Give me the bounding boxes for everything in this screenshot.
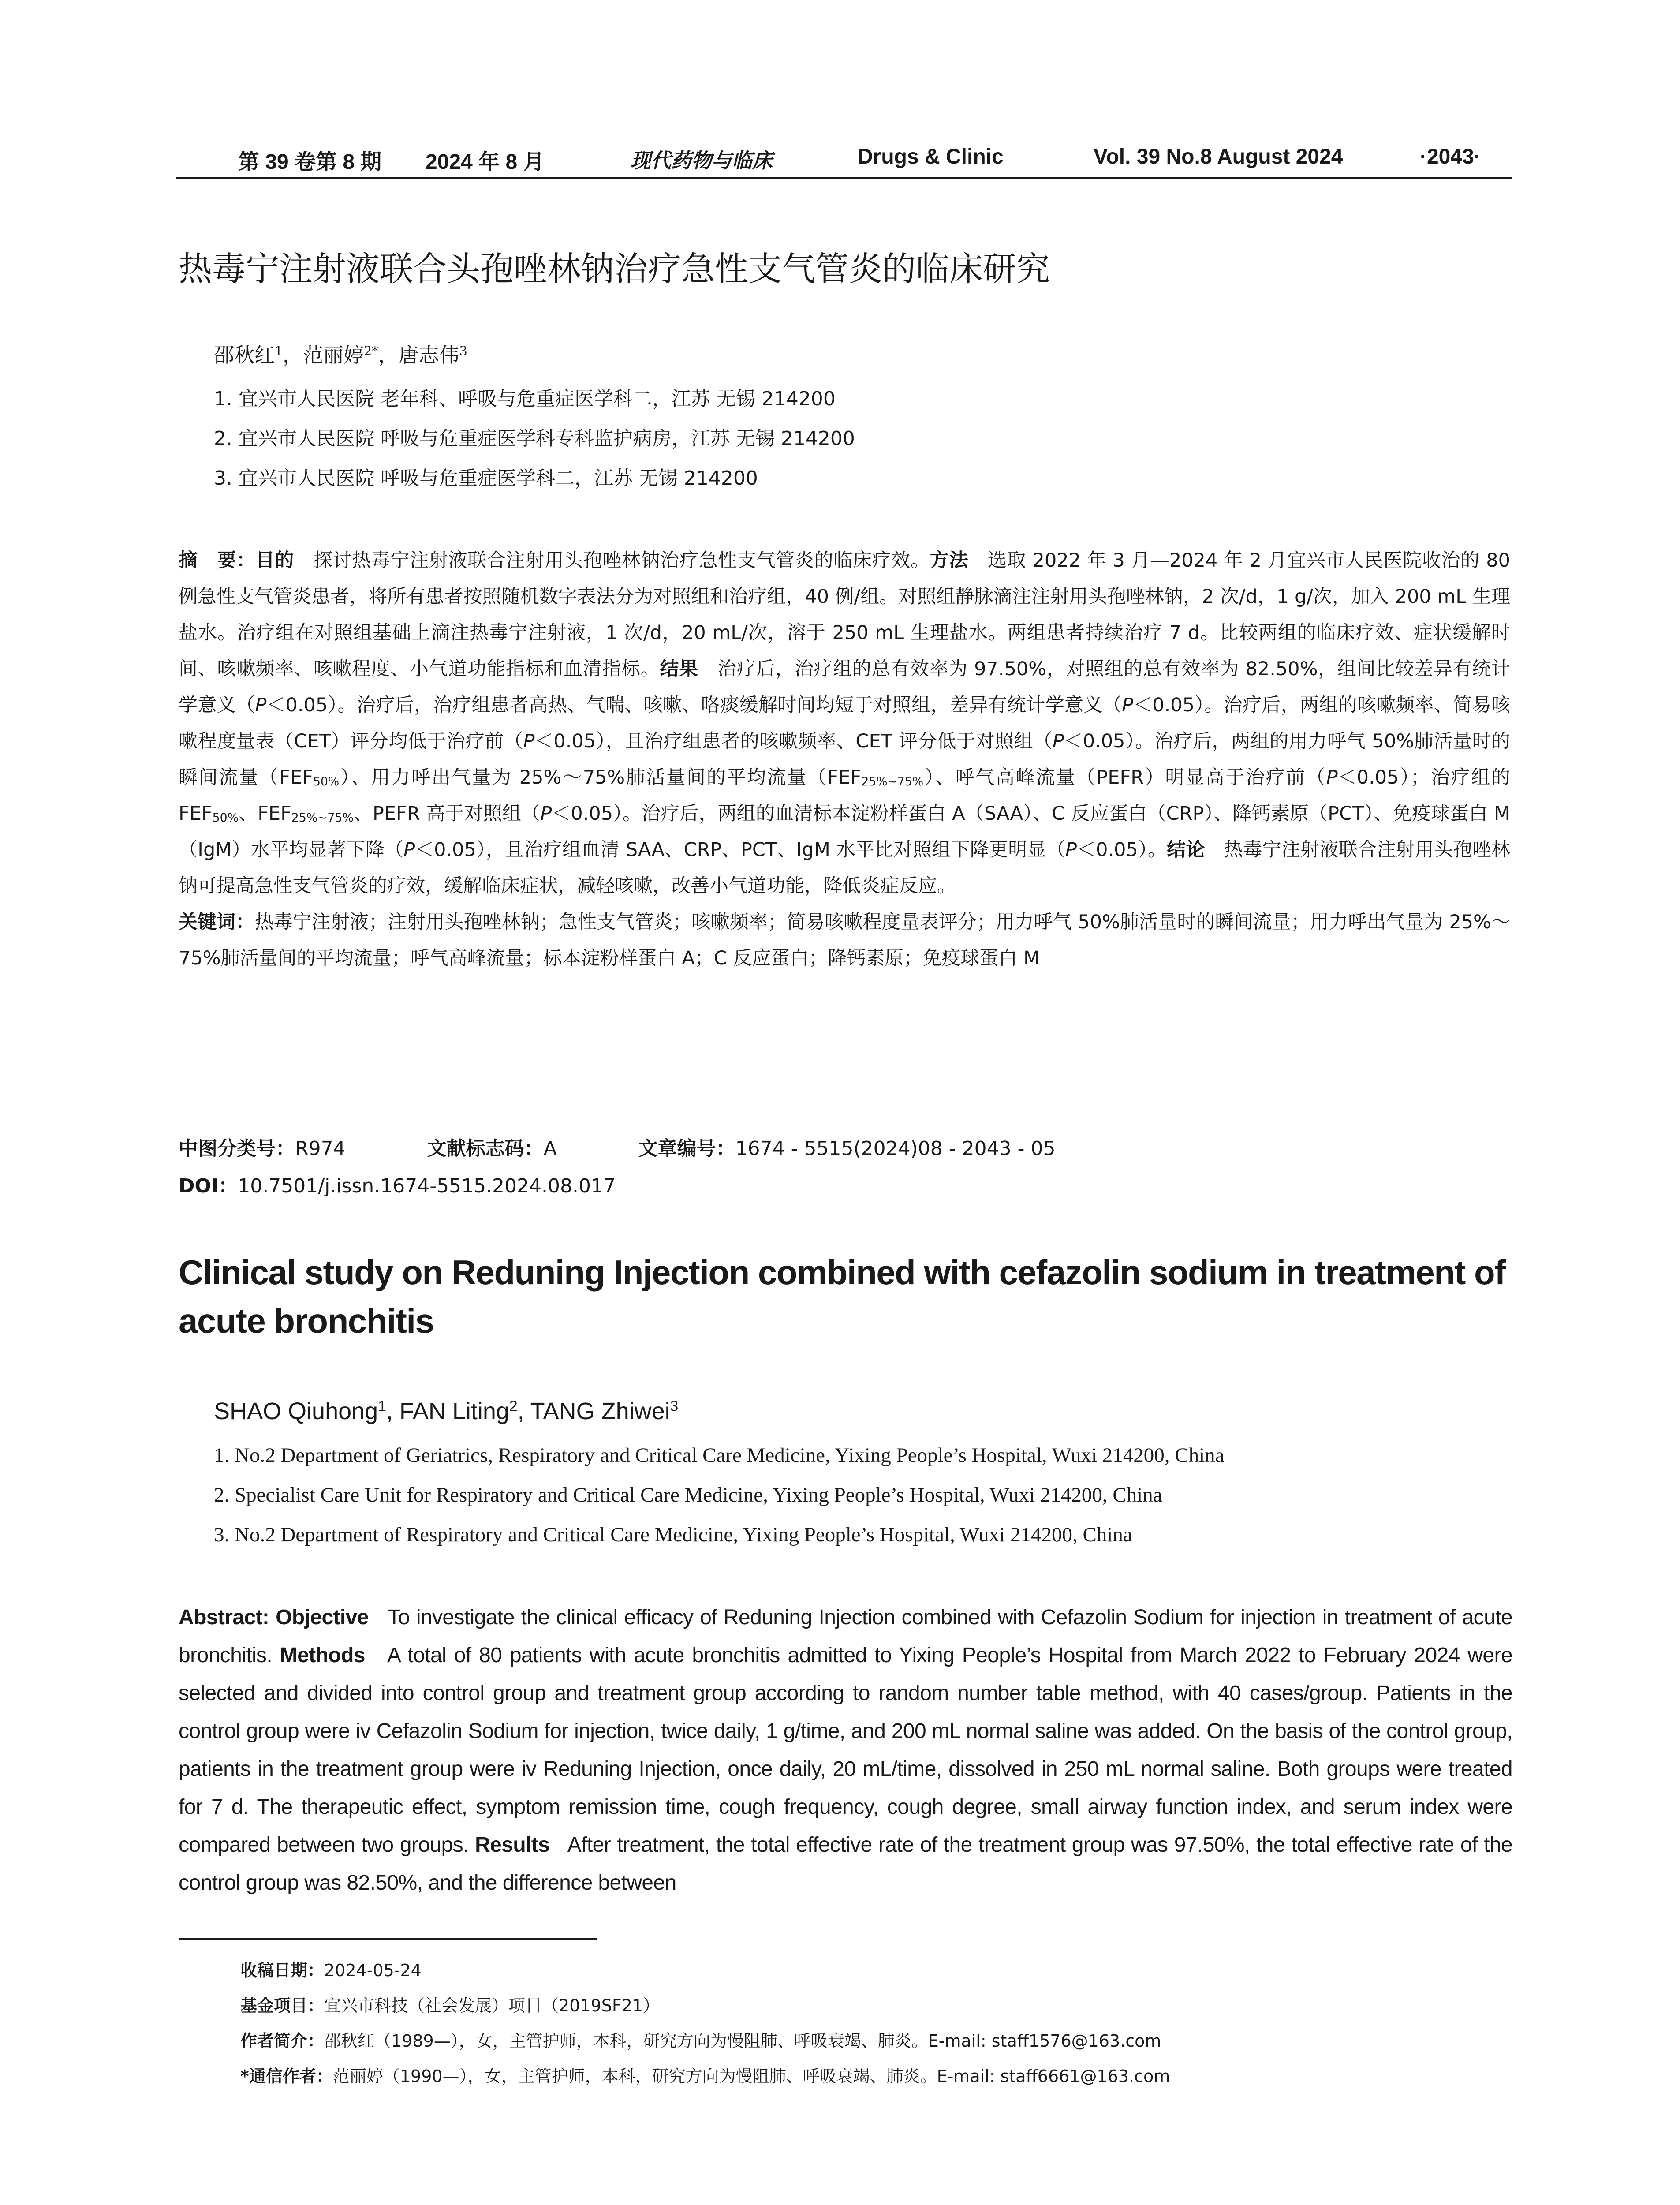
authors-en: SHAO Qiuhong$^1$, FAN Liting$^2$, TANG Zhiwei$^3$ — [214, 1398, 679, 1424]
title-en: Clinical study on Reduning Injection combined with cefazolin sodium in treatment of acute bronchitis — [179, 1253, 1505, 1340]
keywords: 热毒宁注射液；注射用头孢唑林钠；急性支气管炎；咳嗽频率；简易咳嗽程度量表评分；用力呼气 50%肺活量时的瞬间流量；用力呼出气量为 25%～75%肺活量间的平均流量；呼气高峰流量；标本淀粉样蛋白 A；C 反应蛋白；降钙素原；免疫球蛋白 M — [179, 911, 1511, 969]
header-volume-cn: 第 39 卷第 8 期 — [238, 150, 382, 174]
results-label: 结果 — [660, 658, 698, 680]
abstract-en: Abstract: Objective To investigate the clinical efficacy of Reduning Injection combined with Cefazolin Sodium for injection in treatment of acute bronchitis. Methods A total of 80 patients with acute bronchitis admitted to Yixing People’s Hospital from March 2022 to February 2024 were selected and divided into control group and treatment group according to random number table method, with 40 cases/group. Patients in the control group were iv Cefazolin Sodium for injection, twice daily, 1 g/time, and 200 mL normal saline was added. On the basis of the control group, patients in the treatment group were iv Reduning Injection, once daily, 20 mL/time, dissolved in 250 mL normal saline. Both groups were treated for 7 d. The therapeutic effect, symptom remission time, cough frequency, cough degree, small airway function index, and serum index were compared between two groups. Results After treatment, the total effective rate of the treatment group was 97.50%, the total effective rate of the control group was 82.50%, and the difference between — [179, 1606, 1512, 1895]
author-mark: 2* — [364, 344, 378, 359]
author-name: TANG Zhiwei — [530, 1398, 670, 1424]
doi-link[interactable]: 10.7501/j.issn.1674-5515.2024.08.017 — [238, 1175, 616, 1197]
conclusion-label: 结论 — [1167, 839, 1205, 861]
header-date-cn: 2024 年 8 月 — [426, 150, 545, 174]
document-code: A — [543, 1137, 557, 1160]
footnote-funding: 基金项目：宜兴市科技（社会发展）项目（2019SF21） — [240, 1996, 660, 2015]
affiliation-en: 3. No.2 Department of Respiratory and Critical Care Medicine, Yixing People’s Hospital, Wuxi 214200, China — [214, 1523, 1132, 1546]
objective-label: Objective — [276, 1606, 369, 1629]
header-page-number: ·2043· — [1420, 145, 1481, 168]
affiliation-en: 2. Specialist Care Unit for Respiratory and Critical Care Medicine, Yixing People’s Hospital, Wuxi 214200, China — [214, 1484, 1162, 1506]
footnote-author-bio: 作者简介：邵秋红（1989—），女，主管护师，本科，研究方向为慢阻肺、呼吸衰竭、肺炎。E-mail: staff1576@163.com — [240, 2031, 1161, 2051]
objective-label: 目的 — [255, 549, 295, 572]
author-name: FAN Liting — [399, 1398, 509, 1424]
footnote-rule — [179, 1938, 597, 1940]
classification-line: 中图分类号：R974 文献标志码：A 文章编号：1674 - 5515(2024)08 - 2043 - 05 — [179, 1137, 1056, 1160]
doi-line: DOI：10.7501/j.issn.1674-5515.2024.08.017 — [179, 1175, 616, 1197]
running-header — [176, 140, 1512, 176]
article-number: 1674 - 5515(2024)08 - 2043 - 05 — [735, 1137, 1056, 1160]
header-volume-en: Vol. 39 No.8 August 2024 — [1094, 145, 1343, 168]
header-journal-cn: 现代药物与临床 — [631, 149, 773, 172]
authors-cn: 邵秋红$^1$，范丽婷$^{2*}$，唐志伟$^3$ — [214, 343, 467, 367]
footnote-corresponding-author: *通信作者：范丽婷（1990—），女，主管护师，本科，研究方向为慢阻肺、呼吸衰竭、肺炎。E-mail: staff6661@163.com — [240, 2067, 1170, 2086]
methods-label: Methods — [280, 1644, 365, 1667]
footnote-received: 收稿日期：2024-05-24 — [240, 1961, 422, 1980]
header-rule — [176, 177, 1512, 179]
author-name: 邵秋红 — [214, 343, 275, 367]
affiliation-en: 1. No.2 Department of Geriatrics, Respiratory and Critical Care Medicine, Yixing People’s Hospital, Wuxi 214200, China — [214, 1444, 1225, 1467]
author-name: 唐志伟 — [398, 343, 459, 367]
abstract-label: 摘 要： — [179, 549, 256, 572]
clc-number: R974 — [295, 1137, 346, 1160]
affiliation-cn: 3. 宜兴市人民医院 呼吸与危重症医学科二，江苏 无锡 214200 — [214, 467, 758, 490]
header-journal-en: Drugs & Clinic — [858, 145, 1004, 168]
methods-label: 方法 — [930, 549, 969, 572]
abstract-cn: 摘 要：目的 探讨热毒宁注射液联合注射用头孢唑林钠治疗急性支气管炎的临床疗效。方法 选取 2022 年 3 月—2024 年 2 月宜兴市人民医院收治的 80 例急性支气管炎患者，将所有患者按照随机数字表法分为对照组和治疗组，40 例/组。对照组静脉滴注注射用头孢唑林钠，2 次/d，1 g/次，加入 200 mL 生理盐水。治疗组在对照组基础上滴注热毒宁注射液，1 次/d，20 mL/次，溶于 250 mL 生理盐水。两组患者持续治疗 7 d。比较两组的临床疗效、症状缓解时间、咳嗽频率、咳嗽程度、小气道功能指标和血清指标。结果 治疗后，治疗组的总有效率为 97.50%，对照组的总有效率为 82.50%，组间比较差异有统计学意义（P＜0.05）。治疗后，治疗组患者高热、气喘、咳嗽、咯痰缓解时间均短于对照组，差异有统计学意义（P＜0.05）。治疗后，两组的咳嗽频率、简易咳嗽程度量表（CET）评分均低于治疗前（P＜0.05），且治疗组患者的咳嗽频率、CET 评分低于对照组（P＜0.05）。治疗后，两组的用力呼气 50%肺活量时的瞬间流量$(FEF_{50\%})$、用力呼出气量为 25%～75%肺活量间的平均流量$(FEF_{25\%\sim 75\%})$、呼气高峰流量（PEFR）明显高于治疗前（P＜0.05）；治疗组的 $FEF_{50\%}$、$FEF_{25\%\sim 75\%}$、PEFR 高于对照组（P＜0.05）。治疗后，两组的血清标本淀粉样蛋白 A（SAA）、C 反应蛋白（CRP）、降钙素原（PCT）、免疫球蛋白 M（IgM）水平均显著下降（P＜0.05），且治疗组血清 SAA、CRP、PCT、IgM 水平比对照组下降更明显（P＜0.05）。结论 热毒宁注射液联合注射用头孢唑林钠可提高急性支气管炎的疗效，缓解临床症状，减轻咳嗽，改善小气道功能，降低炎症反应。 关键词：热毒宁注射液；注射用头孢唑林钠；急性支气管炎；咳嗽频率；简易咳嗽程度量表评分；用力呼气 50%肺活量时的瞬间流量；用力呼出气量为 25%～75%肺活量间的平均流量；呼气高峰流量；标本淀粉样蛋白 A；C 反应蛋白；降钙素原；免疫球蛋白 M — [179, 549, 1511, 969]
author-mark: 1 — [275, 344, 283, 359]
author-mark: 3 — [459, 344, 467, 359]
affiliation-cn: 1. 宜兴市人民医院 老年科、呼吸与危重症医学科二，江苏 无锡 214200 — [214, 388, 836, 410]
results-label: Results — [475, 1833, 550, 1857]
title-cn: 热毒宁注射液联合头孢唑林钠治疗急性支气管炎的临床研究 — [179, 249, 1050, 288]
affiliation-cn: 2. 宜兴市人民医院 呼吸与危重症医学科专科监护病房，江苏 无锡 214200 — [214, 427, 855, 450]
abstract-label: Abstract: — [179, 1606, 269, 1629]
author-name: 范丽婷 — [303, 343, 364, 367]
author-name: SHAO Qiuhong — [214, 1398, 378, 1424]
keywords-label: 关键词： — [179, 911, 255, 933]
